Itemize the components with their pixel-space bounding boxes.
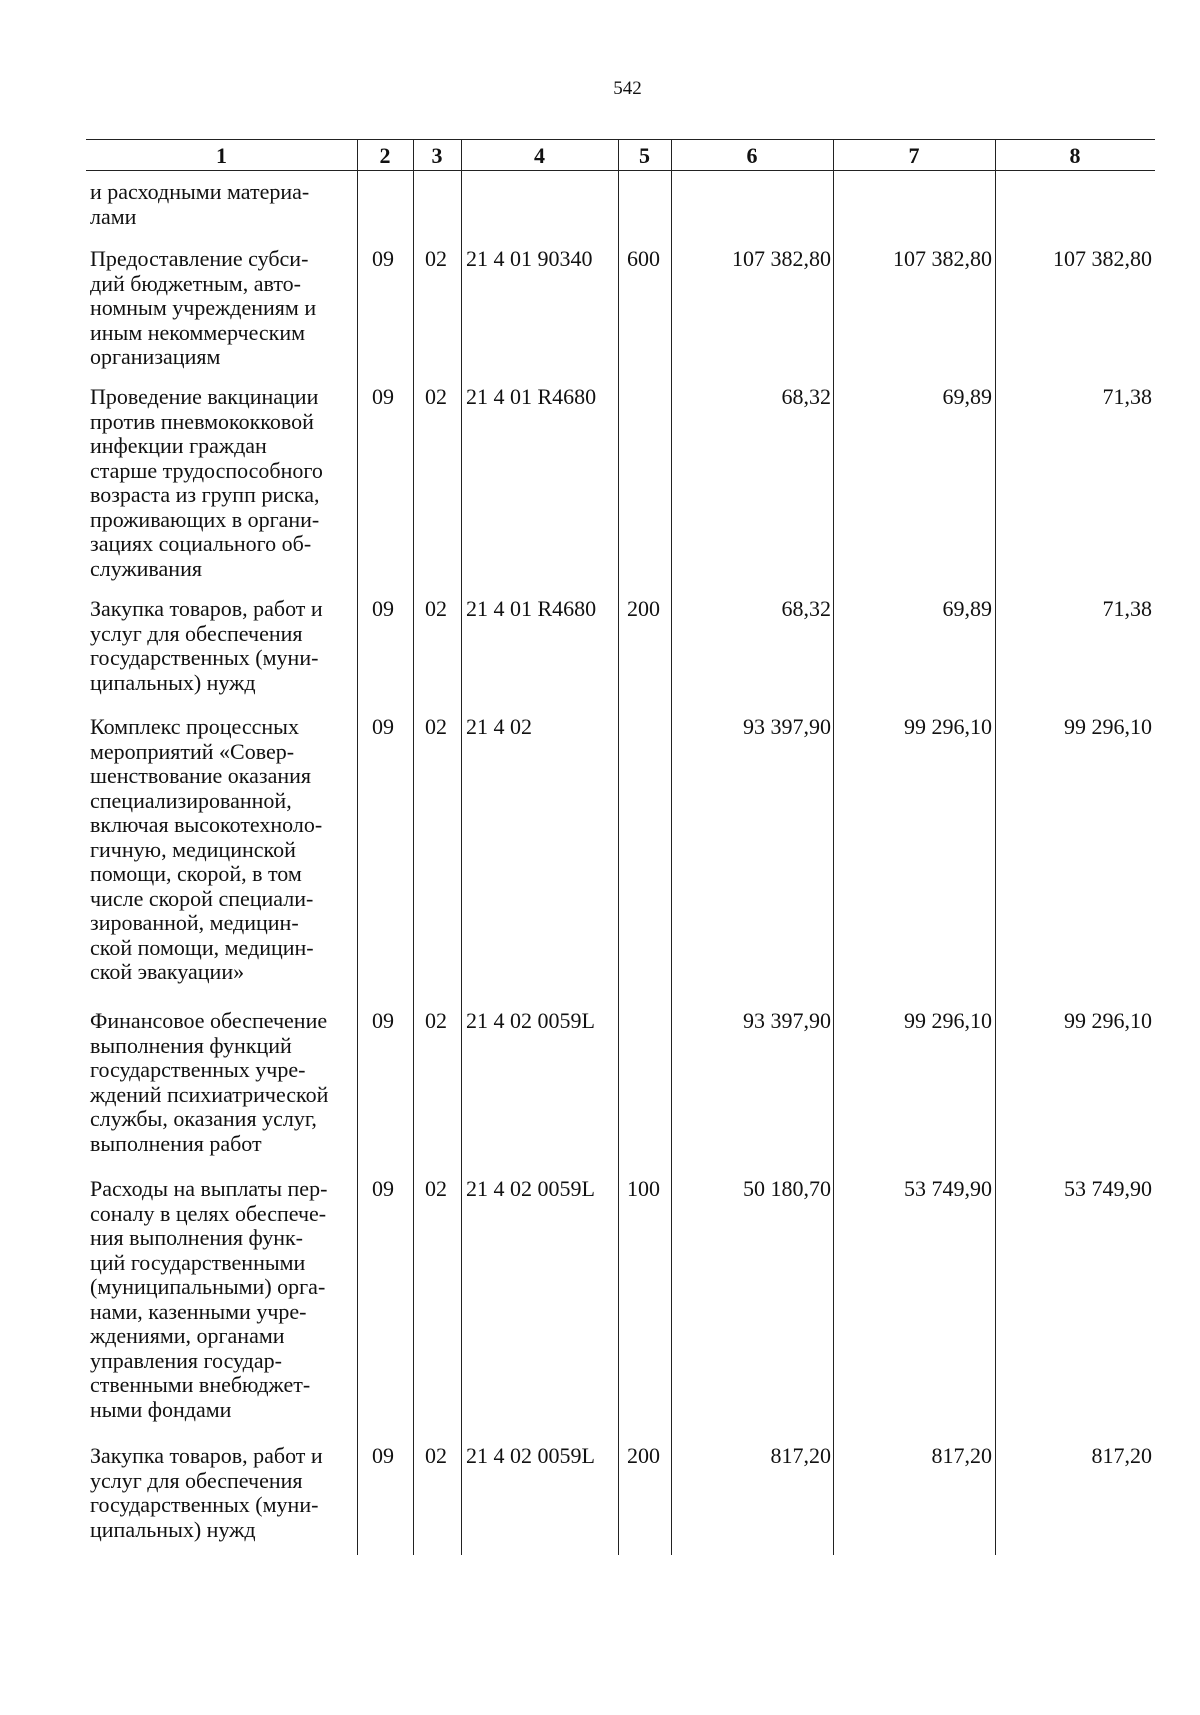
row-name: Предоставление субси- дий бюджетным, авто- номным учреждениям и иным некоммерческим организациям (90, 246, 317, 369)
cell-target-article: 21 4 02 0059L (466, 1008, 595, 1033)
row-name: Комплекс процессных мероприятий «Совер- шенствование оказания специализированной, включая высокотехноло- гичную, медицинской помощи, скорой, в том числе скорой специали- зированной, медицин- ской помощи, медицин- ской эвакуации» (90, 714, 323, 984)
cell-subsection: 02 (425, 246, 447, 271)
cell-subsection: 02 (425, 1008, 447, 1033)
cell-amount-col7: 69,89 (942, 596, 992, 621)
cell-amount-col6: 817,20 (770, 1443, 831, 1468)
cell-expense-type: 600 (627, 246, 660, 271)
cell-amount-col7: 817,20 (931, 1443, 992, 1468)
cell-target-article: 21 4 02 0059L (466, 1176, 595, 1201)
cell-amount-col7: 99 296,10 (904, 1008, 992, 1033)
row-name: Проведение вакцинации против пневмококковой инфекции граждан старше трудоспособного возраста из групп риска, проживающих в органи- зациях социального об- служивания (90, 384, 323, 581)
header-cell: 3 (431, 143, 443, 168)
cell-target-article: 21 4 02 (466, 714, 532, 739)
column-divider (671, 140, 672, 1555)
cell-amount-col6: 93 397,90 (743, 714, 831, 739)
cell-amount-col7: 69,89 (942, 384, 992, 409)
row-name: Закупка товаров, работ и услуг для обеспечения государственных (муни- ципальных) нужд (90, 596, 323, 695)
cell-subsection: 02 (425, 1176, 447, 1201)
header-cell: 8 (1069, 143, 1081, 168)
cell-amount-col8: 817,20 (1091, 1443, 1152, 1468)
cell-target-article: 21 4 01 R4680 (466, 384, 597, 409)
cell-subsection: 02 (425, 384, 447, 409)
cell-subsection: 02 (425, 596, 447, 621)
cell-section: 09 (372, 246, 394, 271)
cell-expense-type: 200 (627, 596, 660, 621)
cell-section: 09 (372, 1176, 394, 1201)
cell-subsection: 02 (425, 714, 447, 739)
cell-expense-type: 100 (627, 1176, 660, 1201)
cell-amount-col6: 93 397,90 (743, 1008, 831, 1033)
cell-amount-col7: 99 296,10 (904, 714, 992, 739)
cell-amount-col8: 107 382,80 (1053, 246, 1152, 271)
cell-amount-col6: 68,32 (781, 596, 831, 621)
header-cell: 1 (216, 143, 227, 168)
row-name: и расходными материа- лами (90, 179, 310, 229)
cell-subsection: 02 (425, 1443, 447, 1468)
row-name: Закупка товаров, работ и услуг для обеспечения государственных (муни- ципальных) нужд (90, 1443, 323, 1542)
header-cell: 6 (746, 143, 758, 168)
table-header-row (86, 142, 1155, 170)
column-divider (461, 140, 462, 1555)
cell-section: 09 (372, 1008, 394, 1033)
column-divider (995, 140, 996, 1555)
cell-target-article: 21 4 02 0059L (466, 1443, 595, 1468)
header-cell: 5 (639, 143, 650, 168)
cell-amount-col8: 71,38 (1102, 384, 1152, 409)
header-cell: 2 (379, 143, 391, 168)
cell-amount-col8: 99 296,10 (1064, 714, 1152, 739)
cell-amount-col6: 50 180,70 (743, 1176, 831, 1201)
header-cell: 4 (534, 143, 545, 168)
cell-amount-col8: 53 749,90 (1064, 1176, 1152, 1201)
cell-amount-col7: 107 382,80 (893, 246, 992, 271)
header-cell: 7 (908, 143, 920, 168)
cell-expense-type: 200 (627, 1443, 660, 1468)
column-divider (413, 140, 414, 1555)
cell-amount-col8: 71,38 (1102, 596, 1152, 621)
column-divider (833, 140, 834, 1555)
cell-amount-col6: 107 382,80 (732, 246, 831, 271)
cell-section: 09 (372, 384, 394, 409)
column-divider (618, 140, 619, 1555)
cell-amount-col6: 68,32 (781, 384, 831, 409)
cell-amount-col7: 53 749,90 (904, 1176, 992, 1201)
cell-amount-col8: 99 296,10 (1064, 1008, 1152, 1033)
cell-section: 09 (372, 714, 394, 739)
cell-section: 09 (372, 1443, 394, 1468)
cell-section: 09 (372, 596, 394, 621)
cell-target-article: 21 4 01 90340 (466, 246, 593, 271)
row-name: Финансовое обеспечение выполнения функций государственных учре- ждений психиатрической службы, оказания услуг, выполнения работ (90, 1008, 329, 1156)
row-name: Расходы на выплаты пер- соналу в целях обеспече- ния выполнения функ- ций государственными (муниципальными) орга- нами, казенными учре- ждениями, органами управления государ- ственными внебюджет- ными фондами (90, 1176, 328, 1422)
column-divider (357, 140, 358, 1555)
cell-target-article: 21 4 01 R4680 (466, 596, 597, 621)
page-number: 542 (613, 78, 642, 99)
